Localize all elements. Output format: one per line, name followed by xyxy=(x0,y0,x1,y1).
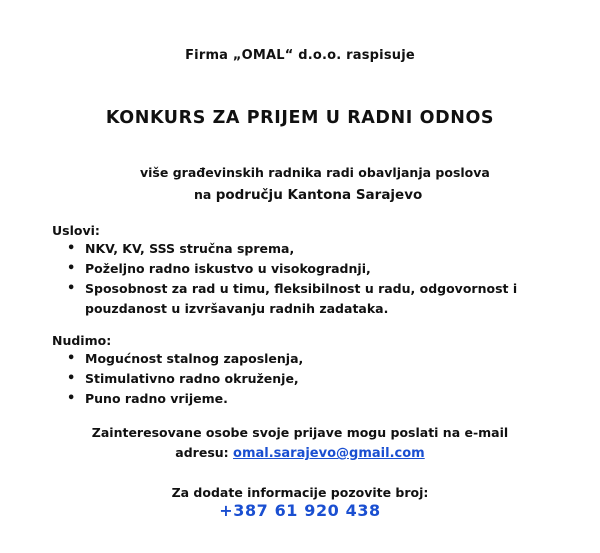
uslovi-heading: Uslovi: xyxy=(52,223,100,238)
contact-address-line xyxy=(0,445,600,461)
bullet-icon: • xyxy=(67,351,76,366)
intro-region: području Kantona Sarajevo xyxy=(215,187,423,203)
email-link[interactable]: omal.sarajevo@gmail.com xyxy=(233,446,425,461)
contact-address-prefix: adresu: xyxy=(175,445,234,460)
list-item-text: Poželjno radno iskustvo u visokogradnji, xyxy=(85,261,371,276)
list-item-text: Stimulativno radno okruženje, xyxy=(85,371,299,386)
bullet-icon: • xyxy=(67,391,76,406)
list-item xyxy=(63,369,303,389)
nudimo-heading: Nudimo: xyxy=(52,333,112,348)
firm-announcement: Firma „OMAL“ d.o.o. raspisuje xyxy=(185,48,415,63)
list-item xyxy=(63,349,303,369)
list-item-text: Mogućnost stalnog zaposlenja, xyxy=(85,351,304,366)
bullet-icon: • xyxy=(67,281,76,296)
contact-instructions: Zainteresovane osobe svoje prijave mogu poslati na e-mail xyxy=(91,425,509,440)
bullet-icon: • xyxy=(67,261,76,276)
intro-line-1: više građevinskih radnika radi obavljanja poslova xyxy=(140,165,490,180)
phone-number: +387 61 920 438 xyxy=(219,501,381,520)
intro-line-2-prefix: na xyxy=(194,187,216,202)
list-item-text: NKV, KV, SSS stručna sprema, xyxy=(85,241,295,256)
page-title: KONKURS ZA PRIJEM U RADNI ODNOS xyxy=(105,108,495,128)
uslovi-list xyxy=(63,239,583,319)
list-item xyxy=(63,279,583,319)
nudimo-list xyxy=(63,349,303,409)
list-item xyxy=(63,239,583,259)
list-item xyxy=(63,259,583,279)
list-item-text: Sposobnost za rad u timu, fleksibilnost u radu, odgovornost i pouzdanost u izvršavanju radnih zadataka. xyxy=(85,281,518,316)
phone-instructions: Za dodate informacije pozovite broj: xyxy=(171,485,429,500)
intro-line-2 xyxy=(194,187,422,203)
bullet-icon: • xyxy=(67,371,76,386)
bullet-icon: • xyxy=(67,241,76,256)
list-item-text: Puno radno vrijeme. xyxy=(85,391,228,406)
list-item xyxy=(63,389,303,409)
